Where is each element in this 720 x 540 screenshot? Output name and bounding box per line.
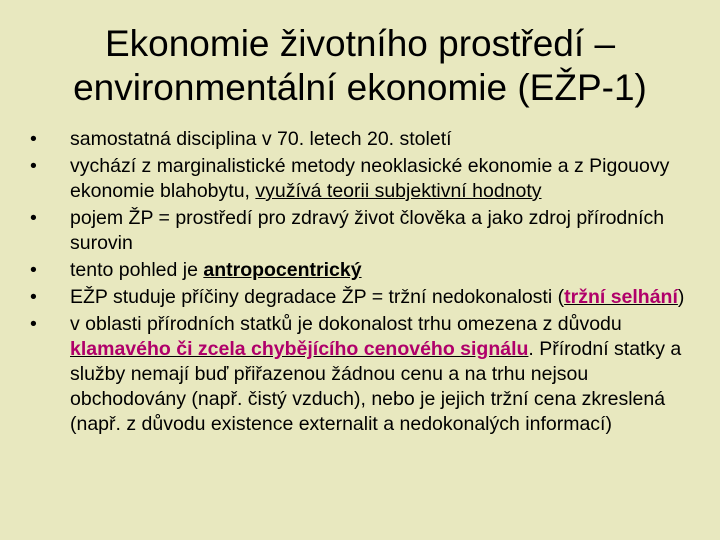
bullet-dot-icon: • xyxy=(30,313,37,335)
bullet-text: pojem ŽP = prostředí pro zdravý život člověka a jako zdroj přírodních surovin xyxy=(70,207,665,254)
bullet-text: EŽP studuje příčiny degradace ŽP = tržní nedokonalosti ( xyxy=(70,286,565,308)
bullet-dot-icon: • xyxy=(30,155,37,177)
bullet-highlight-text: tržní selhání xyxy=(564,286,678,308)
bullet-dot-icon: • xyxy=(30,207,37,229)
bullet-item-1 xyxy=(28,127,700,152)
bullet-text: vychází z marginalistické metody neoklasické ekonomie a z Pigouovy ekonomie blahobytu, xyxy=(70,155,670,202)
bullet-text: v oblasti přírodních statků je dokonalost trhu omezena z důvodu xyxy=(70,313,622,335)
bullet-item-5 xyxy=(28,285,700,310)
bullet-item-3 xyxy=(28,206,700,256)
bullet-text: tento pohled je xyxy=(70,259,204,281)
bullet-text-post: . Přírodní statky a služby nemají buď přiřazenou žádnou cenu a na trhu nejsou obchodovány (např. čistý vzduch), nebo je jejich tržní cena zkreslená (např. z důvodu existence externalit a nedokonalých informací) xyxy=(70,338,682,435)
bullet-dot-icon: • xyxy=(30,286,37,308)
bullet-underlined-text: využívá teorii subjektivní hodnoty xyxy=(255,180,542,202)
bullet-dot-icon: • xyxy=(30,259,37,281)
bullet-dot-icon: • xyxy=(30,128,37,150)
bullet-text-post: ) xyxy=(677,286,685,308)
bullet-text: samostatná disciplina v 70. letech 20. století xyxy=(70,128,452,150)
slide-title xyxy=(20,22,700,110)
bullet-list xyxy=(28,127,700,439)
bullet-emphasis-text: antropocentrický xyxy=(203,259,362,281)
bullet-item-2 xyxy=(28,154,700,204)
title-line-1: Ekonomie životního prostředí – xyxy=(104,23,616,64)
bullet-item-4 xyxy=(28,258,700,283)
bullet-item-6 xyxy=(28,312,700,437)
title-line-2: environmentální ekonomie (EŽP-1) xyxy=(73,67,647,108)
bullet-highlight-text: klamavého či zcela chybějícího cenového signálu xyxy=(70,338,529,360)
